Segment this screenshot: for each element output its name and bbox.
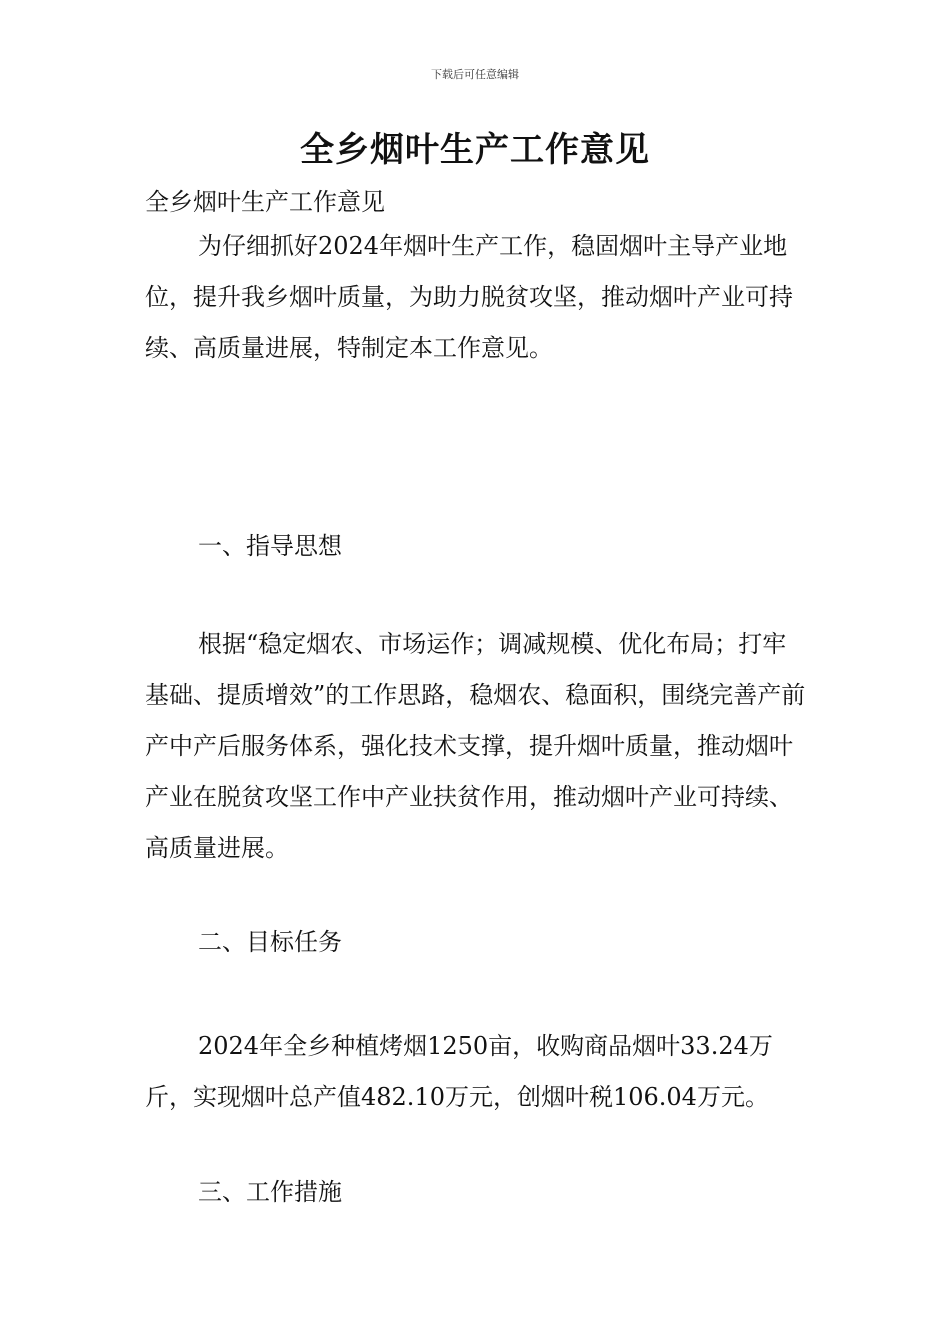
- section-heading-measures: 三、工作措施: [198, 1178, 342, 1206]
- intro-paragraph: 为仔细抓好2024年烟叶生产工作，稳固烟叶主导产业地位，提升我乡烟叶质量，为助力脱贫攻坚，推动烟叶产业可持续、高质量进展，特制定本工作意见。: [145, 232, 793, 362]
- document-title: 全乡烟叶生产工作意见: [300, 130, 650, 170]
- header-note: 下载后可任意编辑: [431, 68, 519, 81]
- section-heading-targets: 二、目标任务: [198, 928, 342, 956]
- section-heading-guiding-ideology: 一、指导思想: [198, 532, 342, 560]
- section-body-guiding-ideology: 根据“稳定烟农、市场运作；调减规模、优化布局；打牢基础、提质增效”的工作思路，稳烟农、稳面积，围绕完善产前产中产后服务体系，强化技术支撑，提升烟叶质量，推动烟叶产业在脱贫攻坚工作中产业扶贫作用，推动烟叶产业可持续、高质量进展。: [145, 630, 806, 862]
- document-subtitle: 全乡烟叶生产工作意见: [145, 188, 385, 216]
- section-body-targets: 2024年全乡种植烤烟1250亩，收购商品烟叶33.24万斤，实现烟叶总产值482.10万元，创烟叶税106.04万元。: [145, 1032, 773, 1111]
